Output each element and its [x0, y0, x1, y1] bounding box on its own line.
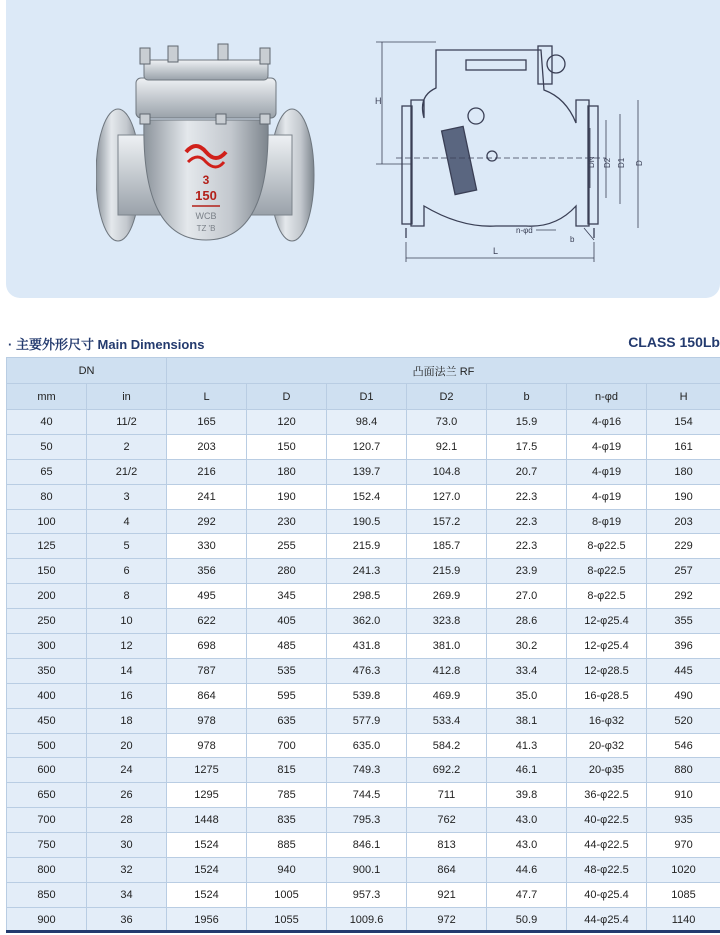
table-cell: 1295: [167, 783, 247, 808]
table-cell: 20-φ35: [567, 758, 647, 783]
table-body: [7, 410, 720, 933]
table-row: [7, 808, 720, 833]
table-header-row-group: [7, 358, 720, 384]
section-heading: [8, 334, 720, 352]
table-cell: 215.9: [407, 559, 487, 584]
table-cell: 47.7: [487, 882, 567, 907]
table-row: [7, 410, 720, 435]
table-cell: 292: [647, 584, 720, 609]
table-cell: 12-φ25.4: [567, 634, 647, 659]
table-cell: 22.3: [487, 534, 567, 559]
table-cell: 635.0: [327, 733, 407, 758]
table-row: [7, 833, 720, 858]
table-row: [7, 434, 720, 459]
table-cell: 40-φ25.4: [567, 882, 647, 907]
table-cell: 785: [247, 783, 327, 808]
table-cell: 1055: [247, 907, 327, 932]
table-cell: 190: [247, 484, 327, 509]
table-cell: 1448: [167, 808, 247, 833]
table-cell: 92.1: [407, 434, 487, 459]
table-header-row: [7, 384, 720, 410]
table-cell: 1524: [167, 858, 247, 883]
dimensions-table: [6, 357, 720, 933]
valve-marking-material: WCB: [195, 211, 217, 221]
table-cell: 40: [7, 410, 87, 435]
table-row: [7, 783, 720, 808]
table-cell: 762: [407, 808, 487, 833]
table-cell: 700: [7, 808, 87, 833]
table-cell: 250: [7, 609, 87, 634]
table-cell: 44.6: [487, 858, 567, 883]
table-cell: 692.2: [407, 758, 487, 783]
table-cell: 255: [247, 534, 327, 559]
table-cell: 24: [87, 758, 167, 783]
table-cell: 257: [647, 559, 720, 584]
table-cell: 577.9: [327, 708, 407, 733]
table-cell: 38.1: [487, 708, 567, 733]
table-cell: 180: [247, 459, 327, 484]
table-cell: 787: [167, 658, 247, 683]
table-cell: 22.3: [487, 509, 567, 534]
table-cell: 216: [167, 459, 247, 484]
table-cell: 98.4: [327, 410, 407, 435]
table-cell: 1956: [167, 907, 247, 932]
table-cell: 8-φ22.5: [567, 559, 647, 584]
table-cell: 27.0: [487, 584, 567, 609]
table-row: [7, 683, 720, 708]
table-cell: 16-φ32: [567, 708, 647, 733]
table-cell: 36: [87, 907, 167, 932]
table-cell: 957.3: [327, 882, 407, 907]
table-cell: 230: [247, 509, 327, 534]
column-header-6: b: [487, 384, 567, 410]
table-cell: 18: [87, 708, 167, 733]
table-cell: 50.9: [487, 907, 567, 932]
column-header-7: n-φd: [567, 384, 647, 410]
table-cell: 330: [167, 534, 247, 559]
table-cell: 1009.6: [327, 907, 407, 932]
table-cell: 14: [87, 658, 167, 683]
table-cell: 835: [247, 808, 327, 833]
table-cell: 125: [7, 534, 87, 559]
table-cell: 22.3: [487, 484, 567, 509]
table-cell: 4-φ16: [567, 410, 647, 435]
table-cell: 396: [647, 634, 720, 659]
table-cell: 323.8: [407, 609, 487, 634]
column-header-0: mm: [7, 384, 87, 410]
table-cell: 698: [167, 634, 247, 659]
table-cell: 356: [167, 559, 247, 584]
dim-label-d: D: [635, 160, 644, 166]
table-cell: 864: [167, 683, 247, 708]
table-cell: 20.7: [487, 459, 567, 484]
table-cell: 500: [7, 733, 87, 758]
table-cell: 28.6: [487, 609, 567, 634]
table-cell: 1020: [647, 858, 720, 883]
table-row: [7, 484, 720, 509]
table-cell: 241: [167, 484, 247, 509]
table-cell: 200: [7, 584, 87, 609]
table-cell: 154: [647, 410, 720, 435]
dim-label-d2: D2: [603, 157, 612, 168]
table-row: [7, 882, 720, 907]
table-cell: 595: [247, 683, 327, 708]
table-row: [7, 584, 720, 609]
table-cell: 635: [247, 708, 327, 733]
table-cell: 350: [7, 658, 87, 683]
table-cell: 1524: [167, 833, 247, 858]
table-cell: 864: [407, 858, 487, 883]
table-cell: 885: [247, 833, 327, 858]
table-cell: 150: [247, 434, 327, 459]
table-cell: 16: [87, 683, 167, 708]
table-cell: 104.8: [407, 459, 487, 484]
table-cell: 800: [7, 858, 87, 883]
table-row: [7, 559, 720, 584]
table-cell: 16-φ28.5: [567, 683, 647, 708]
table-cell: 44-φ22.5: [567, 833, 647, 858]
table-cell: 26: [87, 783, 167, 808]
table-cell: 165: [167, 410, 247, 435]
table-cell: 157.2: [407, 509, 487, 534]
table-cell: 43.0: [487, 808, 567, 833]
table-cell: 1524: [167, 882, 247, 907]
table-cell: 20: [87, 733, 167, 758]
table-cell: 795.3: [327, 808, 407, 833]
table-cell: 150: [7, 559, 87, 584]
table-cell: 6: [87, 559, 167, 584]
table-cell: 292: [167, 509, 247, 534]
table-cell: 355: [647, 609, 720, 634]
table-cell: 20-φ32: [567, 733, 647, 758]
table-cell: 970: [647, 833, 720, 858]
table-cell: 749.3: [327, 758, 407, 783]
table-cell: 32: [87, 858, 167, 883]
table-cell: 539.8: [327, 683, 407, 708]
header-dn: DN: [7, 358, 167, 384]
table-cell: 431.8: [327, 634, 407, 659]
table-cell: 11/2: [87, 410, 167, 435]
table-cell: 900.1: [327, 858, 407, 883]
table-cell: 203: [167, 434, 247, 459]
table-row: [7, 634, 720, 659]
table-cell: 17.5: [487, 434, 567, 459]
table-cell: 4-φ19: [567, 434, 647, 459]
table-cell: 23.9: [487, 559, 567, 584]
table-row: [7, 733, 720, 758]
table-cell: 622: [167, 609, 247, 634]
table-row: [7, 708, 720, 733]
table-row: [7, 534, 720, 559]
table-cell: 48-φ22.5: [567, 858, 647, 883]
column-header-2: L: [167, 384, 247, 410]
table-cell: 41.3: [487, 733, 567, 758]
table-row: [7, 907, 720, 932]
table-cell: 152.4: [327, 484, 407, 509]
dim-label-l: L: [493, 246, 499, 256]
table-cell: 381.0: [407, 634, 487, 659]
table-cell: 4-φ19: [567, 484, 647, 509]
table-cell: 80: [7, 484, 87, 509]
table-cell: 846.1: [327, 833, 407, 858]
table-cell: 215.9: [327, 534, 407, 559]
table-cell: 139.7: [327, 459, 407, 484]
pressure-class-label: CLASS 150Lb: [628, 334, 720, 350]
column-header-5: D2: [407, 384, 487, 410]
table-row: [7, 758, 720, 783]
column-header-4: D1: [327, 384, 407, 410]
table-cell: 8-φ22.5: [567, 584, 647, 609]
table-cell: 36-φ22.5: [567, 783, 647, 808]
table-cell: 900: [7, 907, 87, 932]
table-cell: 476.3: [327, 658, 407, 683]
table-cell: 100: [7, 509, 87, 534]
table-cell: 180: [647, 459, 720, 484]
table-cell: 39.8: [487, 783, 567, 808]
column-header-3: D: [247, 384, 327, 410]
table-cell: 4-φ19: [567, 459, 647, 484]
table-cell: 33.4: [487, 658, 567, 683]
table-cell: 711: [407, 783, 487, 808]
header-rf: 凸面法兰 RF: [167, 358, 720, 384]
table-cell: 921: [407, 882, 487, 907]
table-row: [7, 858, 720, 883]
table-cell: 12: [87, 634, 167, 659]
table-cell: 412.8: [407, 658, 487, 683]
dim-label-n-phi-d: n-φd: [516, 226, 533, 235]
table-cell: 241.3: [327, 559, 407, 584]
table-cell: 300: [7, 634, 87, 659]
table-cell: 46.1: [487, 758, 567, 783]
table-cell: 2: [87, 434, 167, 459]
table-cell: 161: [647, 434, 720, 459]
table-cell: 935: [647, 808, 720, 833]
table-cell: 520: [647, 708, 720, 733]
valve-marking-extra: TZ 'B: [196, 224, 216, 233]
table-cell: 1140: [647, 907, 720, 932]
table-cell: 469.9: [407, 683, 487, 708]
table-cell: 73.0: [407, 410, 487, 435]
table-cell: 203: [647, 509, 720, 534]
table-cell: 450: [7, 708, 87, 733]
table-cell: 269.9: [407, 584, 487, 609]
table-cell: 535: [247, 658, 327, 683]
table-cell: 1275: [167, 758, 247, 783]
table-cell: 12-φ28.5: [567, 658, 647, 683]
dim-label-h: H: [375, 96, 382, 106]
table-cell: 813: [407, 833, 487, 858]
table-cell: 30.2: [487, 634, 567, 659]
table-cell: 750: [7, 833, 87, 858]
product-banner: [6, 0, 720, 298]
table-cell: 850: [7, 882, 87, 907]
table-cell: 4: [87, 509, 167, 534]
table-cell: 229: [647, 534, 720, 559]
table-cell: 8-φ22.5: [567, 534, 647, 559]
table-cell: 400: [7, 683, 87, 708]
table-cell: 650: [7, 783, 87, 808]
table-cell: 546: [647, 733, 720, 758]
bottom-divider: [6, 930, 720, 933]
table-cell: 744.5: [327, 783, 407, 808]
table-cell: 5: [87, 534, 167, 559]
table-cell: 345: [247, 584, 327, 609]
table-cell: 15.9: [487, 410, 567, 435]
table-cell: 65: [7, 459, 87, 484]
table-cell: 21/2: [87, 459, 167, 484]
table-cell: 120: [247, 410, 327, 435]
valve-marking-size: 3: [202, 173, 210, 187]
table-cell: 485: [247, 634, 327, 659]
table-row: [7, 609, 720, 634]
table-cell: 495: [167, 584, 247, 609]
table-cell: 43.0: [487, 833, 567, 858]
table-cell: 127.0: [407, 484, 487, 509]
table-cell: 50: [7, 434, 87, 459]
table-cell: 30: [87, 833, 167, 858]
table-cell: 880: [647, 758, 720, 783]
table-row: [7, 509, 720, 534]
table-cell: 940: [247, 858, 327, 883]
table-cell: 533.4: [407, 708, 487, 733]
column-header-8: H: [647, 384, 720, 410]
table-row: [7, 658, 720, 683]
table-cell: 34: [87, 882, 167, 907]
table-cell: 8-φ19: [567, 509, 647, 534]
table-cell: 445: [647, 658, 720, 683]
table-cell: 600: [7, 758, 87, 783]
table-cell: 910: [647, 783, 720, 808]
table-cell: 405: [247, 609, 327, 634]
table-cell: 40-φ22.5: [567, 808, 647, 833]
table-cell: 44-φ25.4: [567, 907, 647, 932]
table-cell: 280: [247, 559, 327, 584]
table-cell: 185.7: [407, 534, 487, 559]
dim-label-b: b: [570, 235, 575, 244]
table-cell: 12-φ25.4: [567, 609, 647, 634]
table-cell: 1005: [247, 882, 327, 907]
table-cell: 10: [87, 609, 167, 634]
main-dimensions-title: · 主要外形尺寸 Main Dimensions: [8, 337, 205, 352]
table-cell: 1085: [647, 882, 720, 907]
dim-label-d1: D1: [617, 157, 626, 168]
table-cell: 972: [407, 907, 487, 932]
valve-section-drawing: [366, 28, 656, 268]
table-cell: 28: [87, 808, 167, 833]
table-cell: 584.2: [407, 733, 487, 758]
table-cell: 120.7: [327, 434, 407, 459]
table-row: [7, 459, 720, 484]
valve-marking-class: 150: [195, 188, 217, 203]
table-cell: 190: [647, 484, 720, 509]
valve-photo: [96, 40, 326, 265]
table-cell: 490: [647, 683, 720, 708]
table-cell: 978: [167, 733, 247, 758]
dim-label-dn: DN: [587, 156, 596, 168]
table-cell: 978: [167, 708, 247, 733]
table-cell: 8: [87, 584, 167, 609]
table-cell: 815: [247, 758, 327, 783]
table-cell: 700: [247, 733, 327, 758]
table-cell: 3: [87, 484, 167, 509]
table-cell: 35.0: [487, 683, 567, 708]
table-cell: 362.0: [327, 609, 407, 634]
table-cell: 190.5: [327, 509, 407, 534]
column-header-1: in: [87, 384, 167, 410]
table-cell: 298.5: [327, 584, 407, 609]
